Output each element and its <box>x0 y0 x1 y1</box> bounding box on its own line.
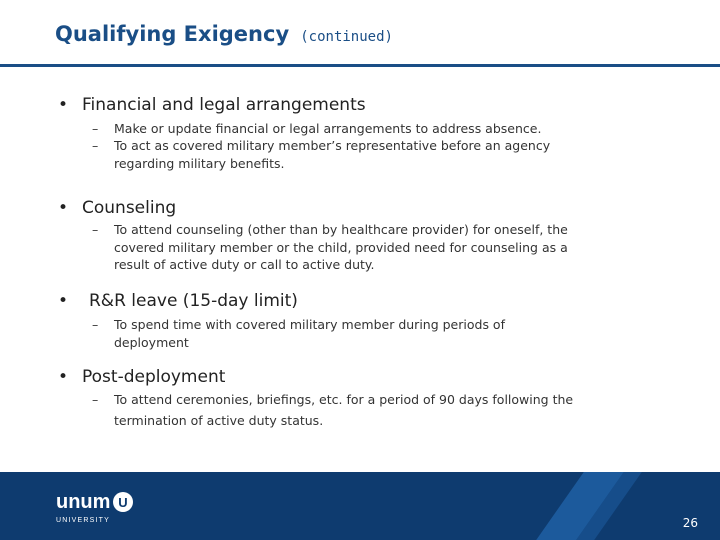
bullet-label: Post-deployment <box>82 367 226 387</box>
sub-dash: – <box>92 392 99 407</box>
sub-dash: – <box>92 121 99 136</box>
bullet-dot: • <box>58 198 69 218</box>
sub-line: regarding military benefits. <box>114 155 285 171</box>
title-divider <box>0 64 720 67</box>
sub-item <box>92 221 652 274</box>
slide-title <box>55 22 393 46</box>
sub-item <box>92 137 652 172</box>
sub-line: To spend time with covered military member during periods of <box>114 317 505 332</box>
title-continued: (continued) <box>300 29 393 45</box>
sub-dash: – <box>92 317 99 332</box>
logo-word: unum <box>56 491 111 513</box>
bullet-dot: • <box>58 367 69 387</box>
bullet-dot: • <box>58 95 69 115</box>
sub-line: To act as covered military member’s representative before an agency <box>114 138 551 153</box>
sub-line: To attend counseling (other than by healthcare provider) for oneself, the <box>114 222 568 237</box>
bullet-post-deployment <box>58 367 225 387</box>
bullet-label: Financial and legal arrangements <box>82 95 366 115</box>
bullet-dot: • <box>58 291 69 311</box>
sub-line: result of active duty or call to active duty. <box>114 257 375 272</box>
sub-item <box>92 120 652 138</box>
sub-item <box>92 316 652 351</box>
logo-mark: U <box>118 495 128 510</box>
sub-line: termination of active duty status. <box>114 412 324 428</box>
bullet-label: R&R leave (15-day limit) <box>89 291 298 311</box>
sub-dash: – <box>92 138 99 153</box>
footer-bar <box>0 472 720 540</box>
sub-line: covered military member or the child, provided need for counseling as a <box>114 239 568 255</box>
bullet-financial-legal <box>58 95 366 115</box>
title-main: Qualifying Exigency <box>55 22 290 46</box>
page-number: 26 <box>682 516 698 530</box>
sub-line: Make or update financial or legal arrangements to address absence. <box>114 121 542 136</box>
bullet-rr-leave <box>58 291 298 311</box>
sub-line: To attend ceremonies, briefings, etc. for a period of 90 days following the <box>114 392 574 407</box>
bullet-counseling <box>58 198 176 218</box>
logo-sub: UNIVERSITY <box>56 517 111 524</box>
bullet-label: Counseling <box>82 198 177 218</box>
sub-line: deployment <box>114 334 189 350</box>
unum-university-logo <box>56 488 136 526</box>
sub-item <box>92 391 652 429</box>
sub-dash: – <box>92 222 99 237</box>
